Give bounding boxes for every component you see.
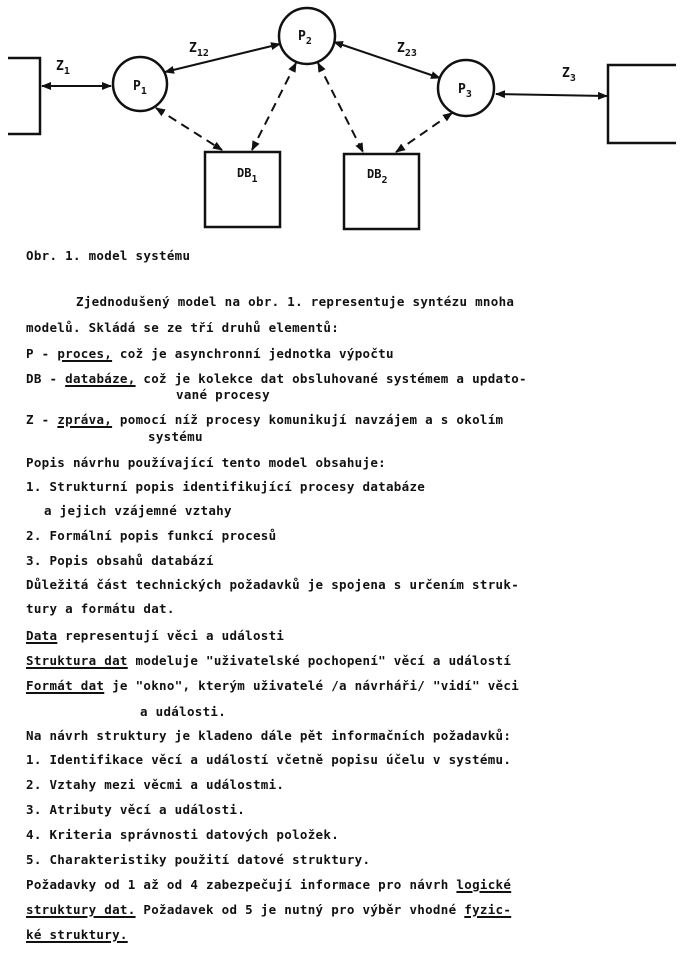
req-item-5: 5. Charakteristiky použití datové struktury. bbox=[26, 852, 371, 867]
def-format-dat bbox=[26, 678, 519, 694]
database-db1-node bbox=[205, 152, 280, 227]
term-format-dat: Formát dat bbox=[26, 678, 105, 693]
def-proces-text: což je asynchronní jednotka výpočtu bbox=[112, 346, 394, 361]
def-format-dat-cont: a události. bbox=[140, 704, 227, 719]
def-zprava-cont: systému bbox=[148, 429, 203, 444]
para-line-26 bbox=[26, 902, 511, 918]
list-item-1: 1. Strukturní popis identifikující procesy databáze bbox=[26, 479, 426, 494]
left-environment-boundary bbox=[8, 58, 40, 134]
def-struktura-dat bbox=[26, 653, 511, 669]
term-databaze: databáze, bbox=[65, 371, 136, 386]
label-z23: $Z_{23}$ bbox=[397, 41, 417, 59]
edge-z3 bbox=[496, 94, 607, 96]
term-struktury-dat: struktury dat. bbox=[26, 902, 136, 917]
list-item-2: 2. Formální popis funkcí procesů bbox=[26, 528, 277, 543]
term-fyzic: fyzic- bbox=[464, 902, 512, 917]
def-zprava-prefix: Z - bbox=[26, 412, 58, 427]
edge-p2-db2 bbox=[318, 63, 363, 152]
para-line-25-text: Požadavky od 1 až od 4 zabezpečují informace pro návrh bbox=[26, 877, 457, 892]
label-p1: $P_1$ bbox=[133, 79, 147, 97]
para-line-14: tury a formátu dat. bbox=[26, 601, 175, 616]
label-z12: $Z_{12}$ bbox=[189, 41, 209, 59]
def-zprava bbox=[26, 412, 503, 428]
def-zprava-text: pomocí níž procesy komunikují navzájem a s okolím bbox=[112, 412, 504, 427]
para-line-26-text: Požadavek od 5 je nutný pro výběr vhodné bbox=[135, 902, 465, 917]
para-line-2: modelů. Skládá se ze tří druhů elementů: bbox=[26, 320, 340, 335]
term-zprava: zpráva, bbox=[57, 412, 113, 427]
label-db1: $DB_1$ bbox=[237, 166, 258, 185]
def-proces bbox=[26, 346, 394, 362]
para-line-8: Popis návrhu používající tento model obsahuje: bbox=[26, 455, 386, 470]
label-p2: $P_2$ bbox=[298, 29, 312, 47]
system-model-diagram bbox=[0, 0, 684, 245]
process-p3-node bbox=[438, 60, 494, 116]
def-format-dat-text: je "okno", kterým uživatelé /a návrháři/ "vidí" věci bbox=[104, 678, 520, 693]
edge-z23 bbox=[334, 42, 440, 78]
edge-p1-db1 bbox=[156, 108, 222, 150]
label-db2: $DB_2$ bbox=[367, 167, 388, 186]
term-proces: proces, bbox=[57, 346, 113, 361]
database-db2-node bbox=[344, 154, 419, 229]
def-databaze bbox=[26, 371, 527, 387]
def-databaze-text: což je kolekce dat obsluhované systémem a updato- bbox=[135, 371, 527, 386]
req-item-2: 2. Vztahy mezi věcmi a událostmi. bbox=[26, 777, 285, 792]
req-item-3: 3. Atributy věcí a události. bbox=[26, 802, 246, 817]
edge-p2-db1 bbox=[252, 63, 296, 150]
label-z3: $Z_3$ bbox=[562, 66, 576, 84]
term-data: Data bbox=[26, 628, 58, 643]
list-item-1-cont: a jejich vzájemné vztahy bbox=[44, 503, 232, 518]
term-logicke: logické bbox=[456, 877, 512, 892]
def-struktura-dat-text: modeluje "uživatelské pochopení" věcí a událostí bbox=[127, 653, 512, 668]
para-line-1: Zjednodušený model na obr. 1. representuje syntézu mnoha bbox=[76, 294, 515, 309]
term-ke-struktury: ké struktury. bbox=[26, 927, 128, 942]
figure-caption: Obr. 1. model systému bbox=[26, 248, 191, 263]
req-item-4: 4. Kriteria správnosti datových položek. bbox=[26, 827, 340, 842]
label-z1: $Z_1$ bbox=[56, 59, 70, 77]
req-item-1: 1. Identifikace věcí a událostí včetně popisu účelu v systému. bbox=[26, 752, 512, 767]
def-databaze-cont: vané procesy bbox=[176, 387, 270, 402]
def-databaze-prefix: DB - bbox=[26, 371, 66, 386]
edge-p3-db2 bbox=[396, 113, 452, 152]
def-proces-prefix: P - bbox=[26, 346, 58, 361]
right-environment-boundary bbox=[608, 65, 676, 143]
list-item-3: 3. Popis obsahů databází bbox=[26, 553, 214, 568]
term-struktura-dat: Struktura dat bbox=[26, 653, 128, 668]
def-data-text: representují věci a události bbox=[57, 628, 285, 643]
label-p3: $P_3$ bbox=[458, 82, 472, 100]
para-line-25 bbox=[26, 877, 511, 893]
para-line-27 bbox=[26, 927, 128, 943]
edge-z12 bbox=[165, 44, 280, 72]
para-line-19: Na návrh struktury je kladeno dále pět informačních požadavků: bbox=[26, 728, 512, 743]
para-line-13: Důležitá část technických požadavků je spojena s určením struk- bbox=[26, 577, 520, 592]
def-data bbox=[26, 628, 284, 644]
